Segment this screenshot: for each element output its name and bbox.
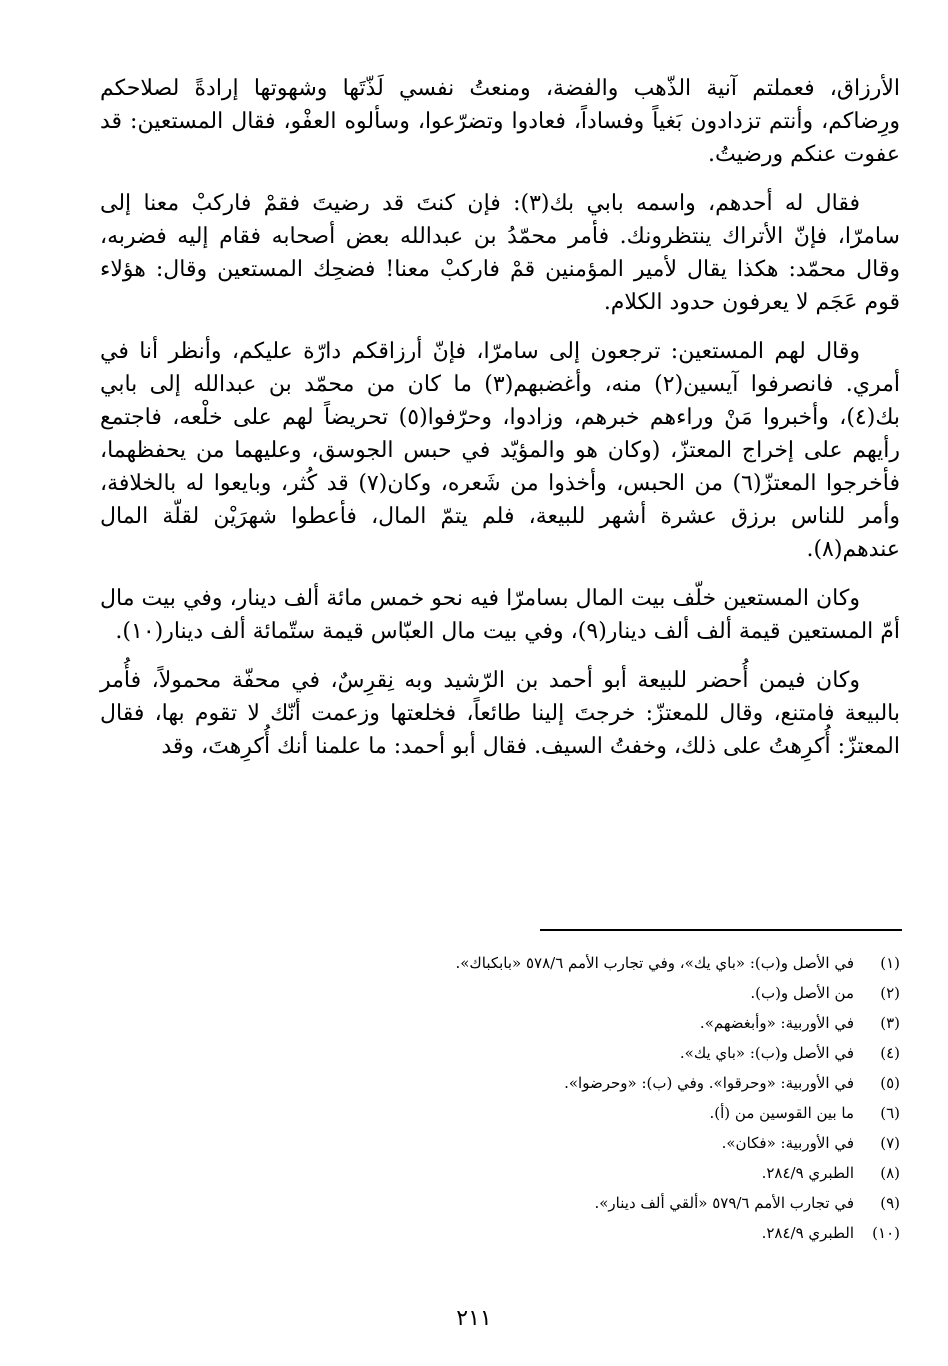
footnote-number: (٦) [880, 1104, 900, 1122]
footnote-number: (٣) [880, 1014, 900, 1032]
footnote-divider [540, 929, 902, 931]
footnote-4 [300, 1038, 900, 1068]
footnote-7 [300, 1128, 900, 1158]
footnote-number: (١) [880, 954, 900, 972]
footnote-text: في الأوربية: «فكان». [721, 1134, 854, 1152]
page-number: ٢١١ [456, 1306, 492, 1331]
footnote-number: (٤) [880, 1044, 900, 1062]
footnote-text: في الأصل و(ب): «باي يك»، وفي تجارب الأمم ٥٧٨/٦ «بابكباك». [455, 954, 854, 972]
footnote-number: (٥) [880, 1074, 900, 1092]
footnote-5 [300, 1068, 900, 1098]
paragraph-5: وكان فيمن أُحضر للبيعة أبو أحمد بن الرّشيد وبه نِقرِسٌ، في محفّة محمولاً، فأُمر بالبيعة فامتنع، وقال للمعتزّ: خرجتَ إلينا طائعاً، فخلعتها وزعمت أنّك لا تقوم بها، فقال المعتزّ: أُكرِهتُ على ذلك، وخفتُ السيف. فقال أبو أحمد: ما علمنا أنك أُكرِهتَ، وقد [100, 668, 901, 759]
footnote-number: (٨) [880, 1164, 900, 1182]
footnote-number: (٧) [880, 1134, 900, 1152]
footnote-6 [300, 1098, 900, 1128]
paragraph-1: الأرزاق، فعملتم آنية الذّهب والفضة، ومنعتُ نفسي لَذّتَها وشهوتها إرادةً لصلاحكم ورِضاكم، وأنتم تزدادون بَغياً وفساداً، فعادوا وتضرّعوا، وسألوه العفْو، فقال المستعين: قد عفوت عنكم ورضيتُ. [100, 76, 900, 167]
footnote-1 [300, 948, 900, 978]
footnote-text: الطبري ٢٨٤/٩. [761, 1164, 854, 1182]
footnote-number: (٩) [880, 1194, 900, 1212]
footnote-text: الطبري ٢٨٤/٩. [761, 1224, 854, 1242]
footnote-number: (١٠) [872, 1224, 900, 1242]
footnote-text: ما بين القوسين من (أ). [709, 1104, 854, 1122]
footnote-8 [300, 1158, 900, 1188]
footnote-text: في الأوربية: «وحرقوا». وفي (ب): «وحرضوا». [564, 1074, 854, 1092]
footnote-10 [300, 1218, 900, 1248]
footnote-text: في تجارب الأمم ٥٧٩/٦ «ألقي ألف دينار». [594, 1194, 854, 1212]
main-text [100, 72, 900, 779]
footnote-number: (٢) [880, 984, 900, 1002]
paragraph-3: وقال لهم المستعين: ترجعون إلى سامرّا، فإنّ أرزاقكم دارّة عليكم، وأنظر أنا في أمري. فانصرفوا آيسين(٢) منه، وأغضبهم(٣) ما كان من محمّد بن عبدالله إلى بابي بك(٤)، وأخبروا مَنْ وراءهم خبرهم، وزادوا، وحرّفوا(٥) تحريضاً لهم على خلْعه، فاجتمع رأيهم على إخراج المعتزّ، (وكان هو والمؤيّد في حبس الجوسق، وعليهما من يحفظهما، فأخرجوا المعتزّ(٦) من الحبس، وأخذوا من شَعره، وكان(٧) قد كُثر، وبايعوا له بالخلافة، وأمر للناس برزق عشرة أشهر للبيعة، فلم يتمّ المال، فأعطوا شهرَيْن لقلّة المال عندهم(٨). [100, 339, 901, 562]
footnote-text: من الأصل و(ب). [750, 984, 854, 1002]
footnote-text: في الأوربية: «وأبغضهم». [699, 1014, 854, 1032]
footnote-3 [300, 1008, 900, 1038]
footnote-9 [300, 1188, 900, 1218]
footnote-2 [300, 978, 900, 1008]
paragraph-4: وكان المستعين خلّف بيت المال بسامرّا فيه نحو خمس مائة ألف دينار، وفي بيت مال أمّ المستعين قيمة ألف ألف دينار(٩)، وفي بيت مال العبّاس قيمة ستّمائة ألف دينار(١٠). [100, 586, 900, 644]
paragraph-2: فقال له أحدهم، واسمه بابي بك(٣): فإن كنتَ قد رضيتَ فقمْ فاركبْ معنا إلى سامرّا، فإنّ الأتراك ينتظرونك. فأمر محمّدُ بن عبدالله بعض أصحابه فقام إليه فضربه، وقال محمّد: هكذا يقال لأمير المؤمنين قمْ فاركبْ معنا! فضحِك المستعين وقال: هؤلاء قوم عَجَم لا يعرفون حدود الكلام. [100, 191, 900, 315]
footnote-text: في الأصل و(ب): «باي يك». [679, 1044, 854, 1062]
footnotes [300, 948, 900, 1248]
